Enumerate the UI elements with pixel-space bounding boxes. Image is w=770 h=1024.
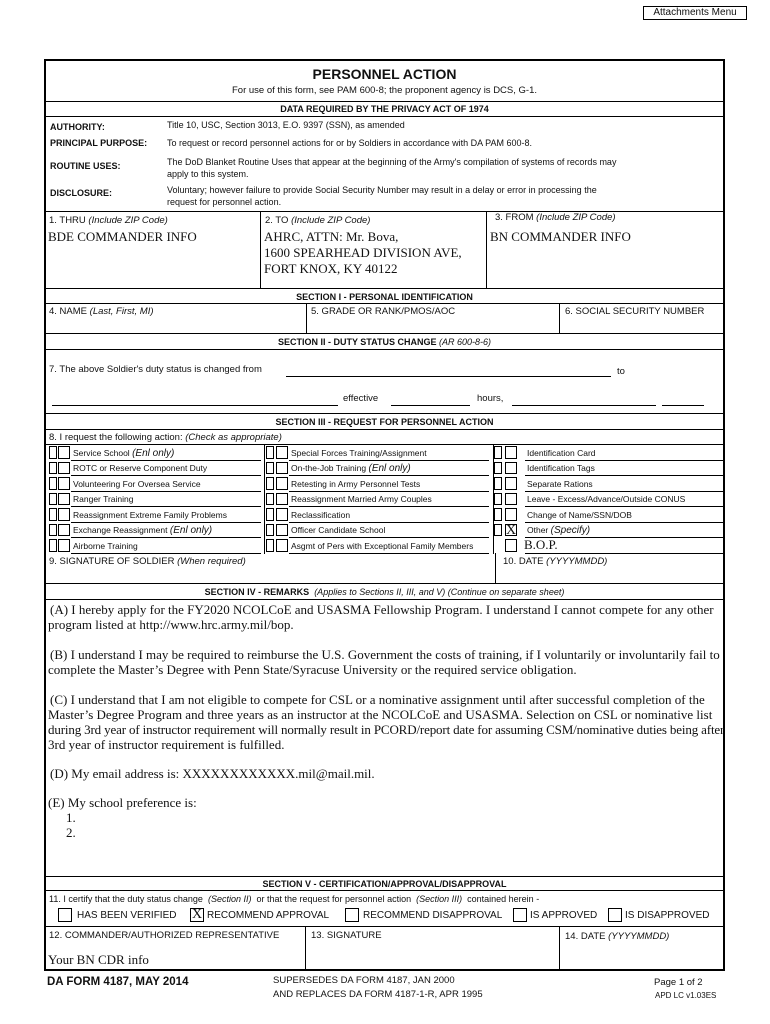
col3-action-label: Leave - Excess/Advance/Outside CONUS — [527, 494, 686, 504]
col2-checkbox[interactable] — [276, 524, 288, 537]
col3-checkbox[interactable]: X — [506, 522, 517, 538]
purpose-label: PRINCIPAL PURPOSE: — [50, 138, 148, 148]
row-divider — [71, 460, 261, 461]
col1-left-box[interactable] — [49, 539, 57, 552]
col2-checkbox[interactable] — [276, 446, 288, 459]
page-number: Page 1 of 2 — [654, 977, 703, 988]
from-label: 3. FROM (Include ZIP Code) — [495, 212, 616, 223]
is-disapproved-checkbox[interactable] — [608, 908, 622, 922]
disclosure-text-2: request for personnel action. — [167, 197, 282, 207]
col1-checkbox[interactable] — [58, 524, 70, 537]
to-line-1[interactable]: AHRC, ATTN: Mr. Bova, — [264, 229, 399, 244]
col2-left-box[interactable] — [266, 477, 274, 490]
purpose-text: To request or record personnel actions for or by Soldiers in accordance with DA PAM 600-8. — [167, 138, 533, 148]
col2-left-box[interactable] — [266, 446, 274, 459]
row-divider — [71, 522, 261, 523]
from-value[interactable]: BN COMMANDER INFO — [490, 229, 631, 244]
row-divider — [289, 537, 489, 538]
recommend-disapproval-label: RECOMMEND DISAPPROVAL — [363, 910, 503, 921]
col3-checkbox[interactable] — [505, 493, 517, 506]
section-5-header: SECTION V - CERTIFICATION/APPROVAL/DISAPPROVAL — [262, 879, 507, 889]
col3-left-box[interactable] — [494, 524, 502, 537]
row-divider — [525, 506, 725, 507]
col2-left-box[interactable] — [266, 462, 274, 475]
col2-action-label: Officer Candidate School — [291, 525, 386, 535]
remark-a-line-2: program listed at http://www.hrc.army.mil/bop. — [48, 617, 294, 632]
to-label: 2. TO (Include ZIP Code) — [265, 215, 371, 226]
col1-action-label: Volunteering For Oversea Service — [73, 478, 201, 489]
section-4-header: SECTION IV - REMARKS (Applies to Sections II, III, and V) (Continue on separate sheet) — [204, 587, 565, 597]
col2-checkbox[interactable] — [276, 462, 288, 475]
col1-checkbox[interactable] — [58, 493, 70, 506]
item-8-text: 8. I request the following action: (Check as appropriate) — [49, 432, 282, 443]
is-disapproved-label: IS DISAPPROVED — [625, 910, 710, 921]
col2-checkbox[interactable] — [276, 493, 288, 506]
col3-left-box[interactable] — [494, 462, 502, 475]
col3-action-label: Other (Specify) — [527, 525, 591, 536]
col3-left-box[interactable] — [494, 493, 502, 506]
privacy-header: DATA REQUIRED BY THE PRIVACY ACT OF 1974 — [280, 104, 489, 114]
col3-left-box[interactable] — [494, 446, 502, 459]
col2-left-box[interactable] — [266, 508, 274, 521]
col2-action-label: Reclassification — [291, 509, 351, 520]
remark-c-line-3: during 3rd year of instructor requirement will normally result in PCORD/report date for assuming CSM/nominative duties being after — [48, 722, 725, 737]
col1-action-label: ROTC or Reserve Component Duty — [73, 463, 208, 473]
signature-soldier-label: 9. SIGNATURE OF SOLDIER (When required) — [49, 556, 246, 567]
routine-label: ROUTINE USES: — [50, 161, 121, 171]
section-1-header: SECTION I - PERSONAL IDENTIFICATION — [296, 292, 473, 302]
col1-action-label: Ranger Training — [73, 494, 134, 504]
col1-checkbox[interactable] — [58, 462, 70, 475]
col2-action-label: Retesting in Army Personnel Tests — [291, 478, 421, 489]
recommend-approval-label: RECOMMEND APPROVAL — [207, 910, 330, 921]
date-14-label: 14. DATE (YYYYMMDD) — [565, 931, 670, 942]
col1-left-box[interactable] — [49, 477, 57, 490]
col1-checkbox[interactable] — [58, 446, 70, 459]
col2-action-label: Special Forces Training/Assignment — [291, 447, 427, 458]
col1-left-box[interactable] — [49, 508, 57, 521]
disclosure-text-1: Voluntary; however failure to provide Social Security Number may result in a delay or error in processing the — [167, 185, 597, 195]
col1-action-label: Airborne Training — [73, 540, 138, 551]
grade-label: 5. GRADE OR RANK/PMOS/AOC — [311, 306, 456, 317]
routine-text-1: The DoD Blanket Routine Uses that appear at the beginning of the Army's compilation of systems of records may — [167, 157, 617, 167]
col2-left-box[interactable] — [266, 539, 274, 552]
col-divider — [264, 444, 265, 554]
col3-action-label: Separate Rations — [527, 478, 593, 489]
row-divider — [525, 475, 725, 476]
item-11-text: 11. I certify that the duty status change (Section II) or that the request for personnel action (Section III) contained herein - — [49, 894, 540, 904]
date-label-10: 10. DATE (YYYYMMDD) — [503, 556, 608, 567]
remark-e-item-2: 2. — [66, 825, 76, 840]
form-subtitle: For use of this form, see PAM 600-8; the proponent agency is DCS, G-1. — [231, 85, 538, 96]
col2-action-label: On-the-Job Training (Enl only) — [291, 463, 411, 474]
section-2-header: SECTION II - DUTY STATUS CHANGE (AR 600-8-6) — [277, 337, 492, 347]
remark-c-line-2: Master’s Degree Program and three years as an instructor at the NCOLCoE and USASMA. Selection on CSL or nominative list — [48, 707, 713, 722]
col-divider — [493, 444, 494, 554]
col2-action-label: Reassignment Married Army Couples — [291, 494, 432, 504]
thru-value[interactable]: BDE COMMANDER INFO — [48, 229, 197, 244]
supersedes-line-1: SUPERSEDES DA FORM 4187, JAN 2000 — [273, 975, 455, 986]
row-divider — [71, 506, 261, 507]
col1-left-box[interactable] — [49, 524, 57, 537]
col1-checkbox[interactable] — [58, 539, 70, 552]
disclosure-label: DISCLOSURE: — [50, 188, 113, 198]
row-divider — [71, 475, 261, 476]
col1-checkbox[interactable] — [58, 508, 70, 521]
col3-action-label: Change of Name/SSN/DOB — [527, 509, 632, 520]
col2-checkbox[interactable] — [276, 539, 288, 552]
remark-b-line-2: complete the Master’s Degree with Penn State/Syracuse University or the required service obligation. — [48, 662, 577, 677]
remark-c-line-4: 3rd year of instructor requirement is fulfilled. — [48, 737, 285, 752]
hours-field-2[interactable] — [662, 405, 704, 406]
to-line-3[interactable]: FORT KNOX, KY 40122 — [264, 261, 398, 276]
is-approved-label: IS APPROVED — [530, 910, 598, 921]
col1-checkbox[interactable] — [58, 477, 70, 490]
row-divider — [289, 491, 489, 492]
col1-action-label: Service School (Enl only) — [73, 447, 175, 459]
col3-checkbox[interactable] — [505, 508, 517, 521]
status-to-field[interactable] — [52, 405, 338, 406]
attachments-menu-button[interactable]: Attachments Menu — [643, 6, 747, 20]
hours-label: hours, — [477, 393, 504, 404]
col2-action-label: Asgmt of Pers with Exceptional Family Members — [291, 540, 474, 551]
row-divider — [289, 522, 489, 523]
form-title: PERSONNEL ACTION — [312, 66, 457, 82]
col2-checkbox[interactable] — [276, 477, 288, 490]
col2-left-box[interactable] — [266, 524, 274, 537]
remark-d-line-1: (D) My email address is: XXXXXXXXXXXX.mil@mail.mil. — [50, 766, 375, 781]
remark-c-line-1: (C) I understand that I am not eligible to compete for CSL or a nominative assignment until after successful completion of the — [50, 692, 705, 707]
thru-label: 1. THRU (Include ZIP Code) — [49, 215, 168, 226]
row-divider — [71, 553, 261, 554]
other-specify-value[interactable]: B.O.P. — [524, 537, 558, 552]
signature-13-label: 13. SIGNATURE — [311, 930, 382, 941]
remark-e-line-1: (E) My school preference is: — [48, 795, 197, 810]
row-divider — [289, 475, 489, 476]
routine-text-2: apply to this system. — [167, 169, 249, 179]
supersedes-line-2: AND REPLACES DA FORM 4187-1-R, APR 1995 — [273, 989, 483, 1000]
col1-left-box[interactable] — [49, 493, 57, 506]
commander-value[interactable]: Your BN CDR info — [48, 952, 149, 967]
recommend-disapproval-checkbox[interactable] — [345, 908, 359, 922]
row-divider — [289, 553, 489, 554]
col1-left-box[interactable] — [49, 462, 57, 475]
commander-label: 12. COMMANDER/AUTHORIZED REPRESENTATIVE — [49, 930, 280, 941]
item-7-text: 7. The above Soldier's duty status is changed from — [49, 364, 262, 375]
col3-left-box[interactable] — [494, 477, 502, 490]
effective-date-field[interactable] — [391, 405, 470, 406]
col2-checkbox[interactable] — [276, 508, 288, 521]
effective-label: effective — [343, 393, 379, 404]
col3-action-label: Identification Tags — [527, 463, 595, 473]
remark-a-line-1: (A) I hereby apply for the FY2020 NCOLCoE and USASMA Fellowship Program. I understand I cannot compete for any other — [50, 602, 714, 617]
hours-field-1[interactable] — [512, 405, 656, 406]
to-line-2[interactable]: 1600 SPEARHEAD DIVISION AVE, — [264, 245, 462, 260]
recommend-approval-checkbox[interactable]: X — [191, 907, 203, 922]
col3-checkbox[interactable] — [505, 446, 517, 459]
row-divider — [525, 491, 725, 492]
status-from-field[interactable] — [286, 376, 611, 377]
authority-label: AUTHORITY: — [50, 122, 105, 132]
status-to-label: to — [617, 366, 625, 377]
is-approved-checkbox[interactable] — [513, 908, 527, 922]
col2-left-box[interactable] — [266, 493, 274, 506]
remark-b-line-1: (B) I understand I may be required to reimburse the U.S. Government the costs of training, if I voluntarily or involuntarily fail to — [50, 647, 720, 662]
form-id: DA FORM 4187, MAY 2014 — [47, 976, 189, 988]
row-divider — [525, 522, 725, 523]
has-been-verified-label: HAS BEEN VERIFIED — [77, 910, 177, 921]
remark-e-item-1: 1. — [66, 810, 76, 825]
col3-checkbox[interactable] — [505, 477, 517, 490]
col1-action-label: Reassignment Extreme Family Problems — [73, 509, 227, 520]
col1-action-label: Exchange Reassignment (Enl only) — [73, 525, 213, 536]
row-divider — [71, 491, 261, 492]
row-divider — [289, 506, 489, 507]
name-label: 4. NAME (Last, First, MI) — [49, 306, 154, 317]
col3-action-label: Identification Card — [527, 447, 596, 458]
has-been-verified-checkbox[interactable] — [58, 908, 72, 922]
col3-checkbox[interactable] — [505, 462, 517, 475]
row-divider — [71, 537, 261, 538]
col3-left-box[interactable] — [494, 508, 502, 521]
authority-text: Title 10, USC, Section 3013, E.O. 9397 (SSN), as amended — [167, 120, 405, 130]
row-divider — [525, 460, 725, 461]
version-label: APD LC v1.03ES — [655, 991, 717, 1000]
ssn-label: 6. SOCIAL SECURITY NUMBER — [565, 306, 705, 317]
row-divider — [289, 460, 489, 461]
col3-checkbox[interactable] — [505, 539, 517, 552]
col1-left-box[interactable] — [49, 446, 57, 459]
section-3-header: SECTION III - REQUEST FOR PERSONNEL ACTION — [275, 417, 494, 427]
